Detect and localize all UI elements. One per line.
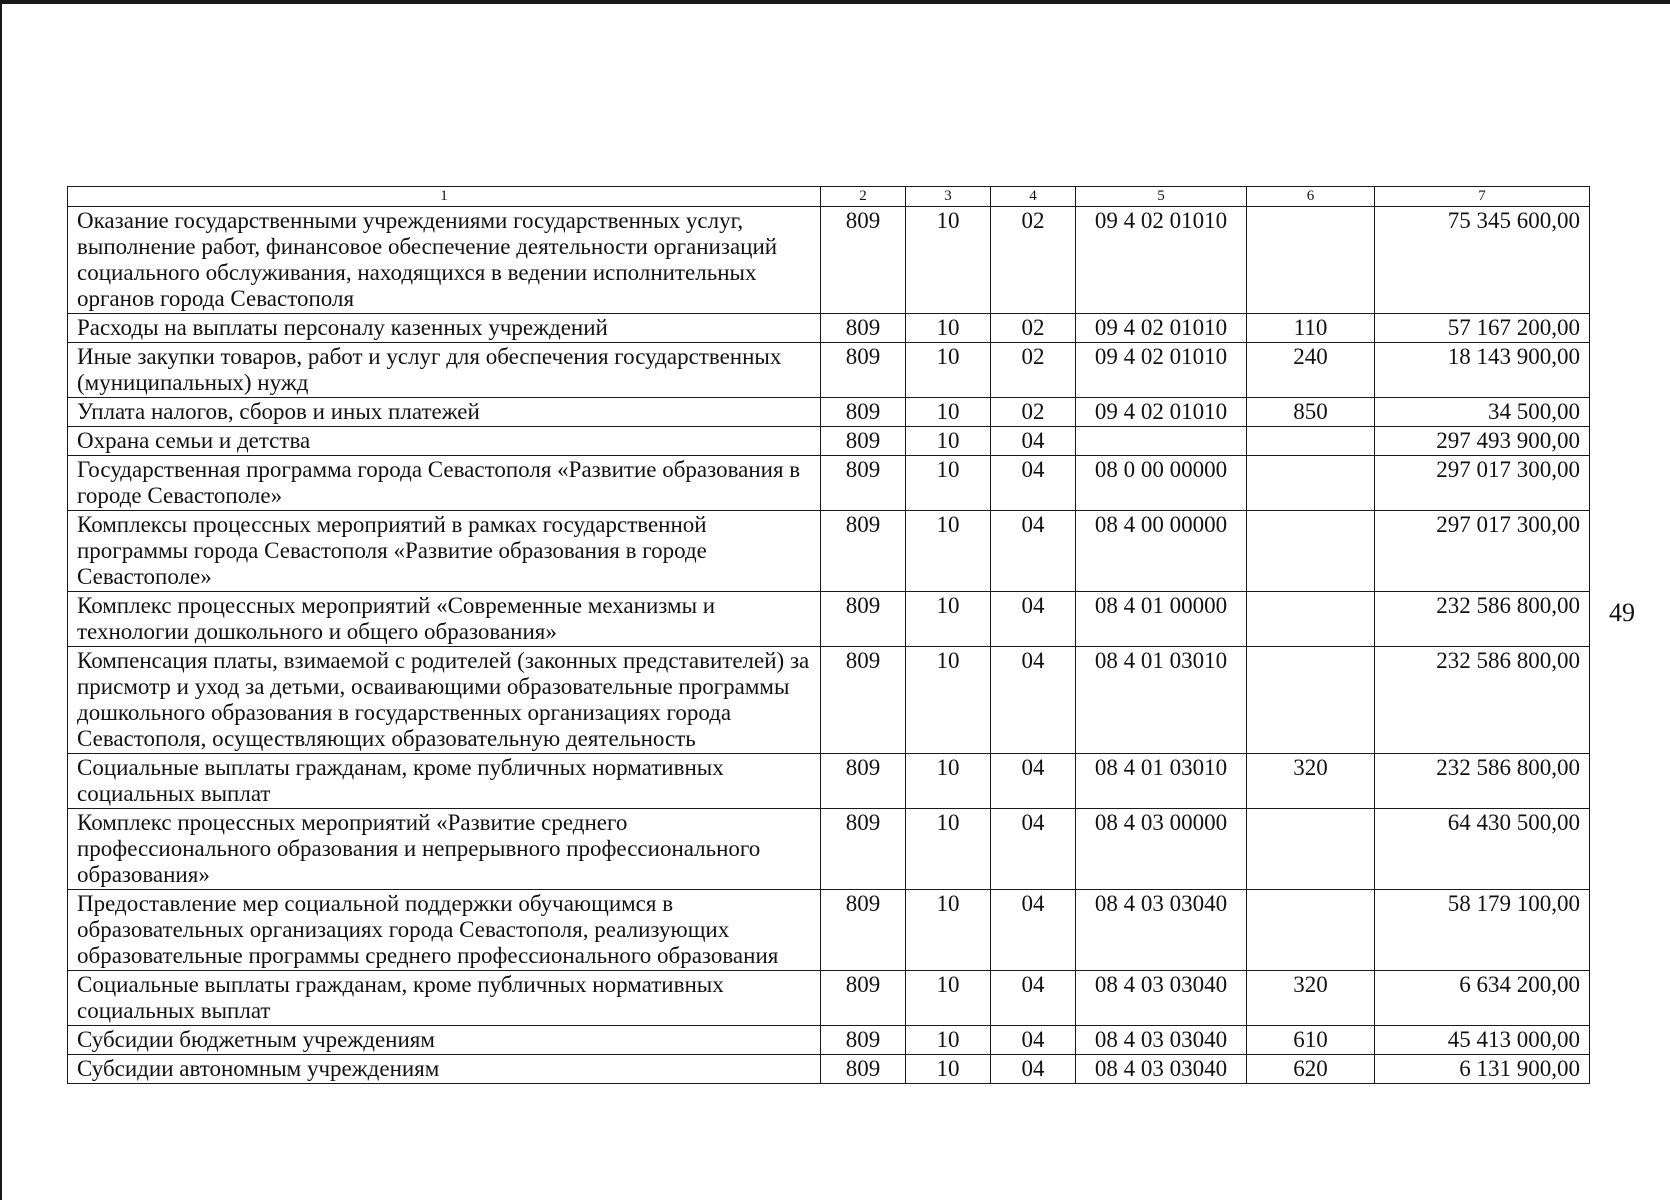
target-article-cell: 08 4 01 03010 [1076, 754, 1247, 809]
ministry-code-cell: 809 [821, 890, 906, 971]
target-article-cell: 08 4 01 03010 [1076, 647, 1247, 754]
subsection-code-cell: 04 [991, 456, 1076, 511]
ministry-code-cell: 809 [821, 398, 906, 427]
expense-type-cell [1247, 427, 1375, 456]
table-row [68, 809, 1590, 890]
subsection-code-cell: 04 [991, 809, 1076, 890]
column-header-3: 3 [906, 187, 991, 207]
expense-type-cell [1247, 511, 1375, 592]
table-row [68, 207, 1590, 314]
amount-cell: 6 634 200,00 [1375, 971, 1590, 1026]
amount-cell: 297 017 300,00 [1375, 511, 1590, 592]
section-code-cell: 10 [906, 592, 991, 647]
amount-cell: 58 179 100,00 [1375, 890, 1590, 971]
target-article-cell: 08 4 03 00000 [1076, 809, 1247, 890]
section-code-cell: 10 [906, 456, 991, 511]
target-article-cell: 09 4 02 01010 [1076, 343, 1247, 398]
amount-cell: 34 500,00 [1375, 398, 1590, 427]
table-row [68, 511, 1590, 592]
ministry-code-cell: 809 [821, 314, 906, 343]
table-row [68, 456, 1590, 511]
table-row [68, 647, 1590, 754]
column-header-2: 2 [821, 187, 906, 207]
subsection-code-cell: 04 [991, 1026, 1076, 1055]
ministry-code-cell: 809 [821, 456, 906, 511]
subsection-code-cell: 02 [991, 314, 1076, 343]
expense-type-cell: 240 [1247, 343, 1375, 398]
section-code-cell: 10 [906, 647, 991, 754]
ministry-code-cell: 809 [821, 427, 906, 456]
scan-left-border [0, 0, 2, 1200]
expense-type-cell [1247, 456, 1375, 511]
column-header-4: 4 [991, 187, 1076, 207]
column-header-5: 5 [1076, 187, 1247, 207]
table-row [68, 1026, 1590, 1055]
expense-name-cell: Иные закупки товаров, работ и услуг для обеспечения государственных (муниципальных) нужд [68, 343, 821, 398]
subsection-code-cell: 04 [991, 971, 1076, 1026]
expense-type-cell: 620 [1247, 1055, 1375, 1084]
expense-name-cell: Государственная программа города Севастополя «Развитие образования в городе Севастополе» [68, 456, 821, 511]
section-code-cell: 10 [906, 398, 991, 427]
section-code-cell: 10 [906, 754, 991, 809]
expense-name-cell: Социальные выплаты гражданам, кроме публичных нормативных социальных выплат [68, 971, 821, 1026]
section-code-cell: 10 [906, 427, 991, 456]
ministry-code-cell: 809 [821, 592, 906, 647]
expense-name-cell: Социальные выплаты гражданам, кроме публичных нормативных социальных выплат [68, 754, 821, 809]
ministry-code-cell: 809 [821, 207, 906, 314]
ministry-code-cell: 809 [821, 971, 906, 1026]
expense-name-cell: Компенсация платы, взимаемой с родителей (законных представителей) за присмотр и уход за детьми, осваивающими образовательные программы дошкольного образования в государственных организациях города Севастополя, осуществляющих образовательную деятельность [68, 647, 821, 754]
subsection-code-cell: 04 [991, 647, 1076, 754]
expense-type-cell [1247, 592, 1375, 647]
table-row [68, 427, 1590, 456]
amount-cell: 75 345 600,00 [1375, 207, 1590, 314]
table-row [68, 314, 1590, 343]
section-code-cell: 10 [906, 207, 991, 314]
section-code-cell: 10 [906, 890, 991, 971]
subsection-code-cell: 04 [991, 890, 1076, 971]
subsection-code-cell: 02 [991, 398, 1076, 427]
column-header-1: 1 [68, 187, 821, 207]
ministry-code-cell: 809 [821, 1026, 906, 1055]
amount-cell: 64 430 500,00 [1375, 809, 1590, 890]
expense-name-cell: Предоставление мер социальной поддержки обучающимся в образовательных организациях города Севастополя, реализующих образовательные программы среднего профессионального образования [68, 890, 821, 971]
target-article-cell: 08 4 03 03040 [1076, 971, 1247, 1026]
target-article-cell: 08 4 01 00000 [1076, 592, 1247, 647]
budget-table [67, 186, 1590, 1084]
amount-cell: 57 167 200,00 [1375, 314, 1590, 343]
ministry-code-cell: 809 [821, 809, 906, 890]
target-article-cell: 08 0 00 00000 [1076, 456, 1247, 511]
section-code-cell: 10 [906, 1055, 991, 1084]
expense-type-cell: 320 [1247, 971, 1375, 1026]
table-body [68, 207, 1590, 1084]
subsection-code-cell: 04 [991, 1055, 1076, 1084]
section-code-cell: 10 [906, 314, 991, 343]
ministry-code-cell: 809 [821, 343, 906, 398]
amount-cell: 297 017 300,00 [1375, 456, 1590, 511]
expense-name-cell: Комплексы процессных мероприятий в рамках государственной программы города Севастополя «Развитие образования в городе Севастополе» [68, 511, 821, 592]
expense-name-cell: Уплата налогов, сборов и иных платежей [68, 398, 821, 427]
expense-name-cell: Комплекс процессных мероприятий «Современные механизмы и технологии дошкольного и общего образования» [68, 592, 821, 647]
expense-name-cell: Расходы на выплаты персоналу казенных учреждений [68, 314, 821, 343]
subsection-code-cell: 02 [991, 343, 1076, 398]
table-row [68, 398, 1590, 427]
subsection-code-cell: 04 [991, 511, 1076, 592]
target-article-cell: 08 4 03 03040 [1076, 1055, 1247, 1084]
expense-name-cell: Комплекс процессных мероприятий «Развитие среднего профессионального образования и непрерывного профессионального образования» [68, 809, 821, 890]
target-article-cell: 08 4 00 00000 [1076, 511, 1247, 592]
target-article-cell: 09 4 02 01010 [1076, 207, 1247, 314]
ministry-code-cell: 809 [821, 1055, 906, 1084]
amount-cell: 6 131 900,00 [1375, 1055, 1590, 1084]
target-article-cell: 08 4 03 03040 [1076, 1026, 1247, 1055]
column-header-7: 7 [1375, 187, 1590, 207]
section-code-cell: 10 [906, 809, 991, 890]
section-code-cell: 10 [906, 971, 991, 1026]
table-row [68, 1055, 1590, 1084]
target-article-cell: 09 4 02 01010 [1076, 398, 1247, 427]
section-code-cell: 10 [906, 1026, 991, 1055]
expense-name-cell: Охрана семьи и детства [68, 427, 821, 456]
expense-type-cell [1247, 647, 1375, 754]
expense-name-cell: Субсидии автономным учреждениям [68, 1055, 821, 1084]
table-row [68, 343, 1590, 398]
column-number-row [68, 187, 1590, 207]
amount-cell: 297 493 900,00 [1375, 427, 1590, 456]
section-code-cell: 10 [906, 511, 991, 592]
subsection-code-cell: 04 [991, 427, 1076, 456]
table-row [68, 971, 1590, 1026]
expense-type-cell: 850 [1247, 398, 1375, 427]
target-article-cell: 08 4 03 03040 [1076, 890, 1247, 971]
ministry-code-cell: 809 [821, 647, 906, 754]
ministry-code-cell: 809 [821, 754, 906, 809]
expense-name-cell: Субсидии бюджетным учреждениям [68, 1026, 821, 1055]
target-article-cell [1076, 427, 1247, 456]
expense-type-cell: 110 [1247, 314, 1375, 343]
subsection-code-cell: 04 [991, 592, 1076, 647]
section-code-cell: 10 [906, 343, 991, 398]
expense-type-cell [1247, 809, 1375, 890]
amount-cell: 18 143 900,00 [1375, 343, 1590, 398]
amount-cell: 232 586 800,00 [1375, 592, 1590, 647]
page-number: 49 [1609, 598, 1635, 627]
expense-name-cell: Оказание государственными учреждениями государственных услуг, выполнение работ, финансовое обеспечение деятельности организаций социального обслуживания, находящихся в ведении исполнительных органов города Севастополя [68, 207, 821, 314]
amount-cell: 45 413 000,00 [1375, 1026, 1590, 1055]
subsection-code-cell: 02 [991, 207, 1076, 314]
table-row [68, 890, 1590, 971]
amount-cell: 232 586 800,00 [1375, 754, 1590, 809]
expense-type-cell: 320 [1247, 754, 1375, 809]
subsection-code-cell: 04 [991, 754, 1076, 809]
table-row [68, 754, 1590, 809]
column-header-6: 6 [1247, 187, 1375, 207]
expense-type-cell: 610 [1247, 1026, 1375, 1055]
scan-top-border [0, 0, 1670, 4]
table-row [68, 592, 1590, 647]
target-article-cell: 09 4 02 01010 [1076, 314, 1247, 343]
amount-cell: 232 586 800,00 [1375, 647, 1590, 754]
ministry-code-cell: 809 [821, 511, 906, 592]
expense-type-cell [1247, 207, 1375, 314]
expense-type-cell [1247, 890, 1375, 971]
